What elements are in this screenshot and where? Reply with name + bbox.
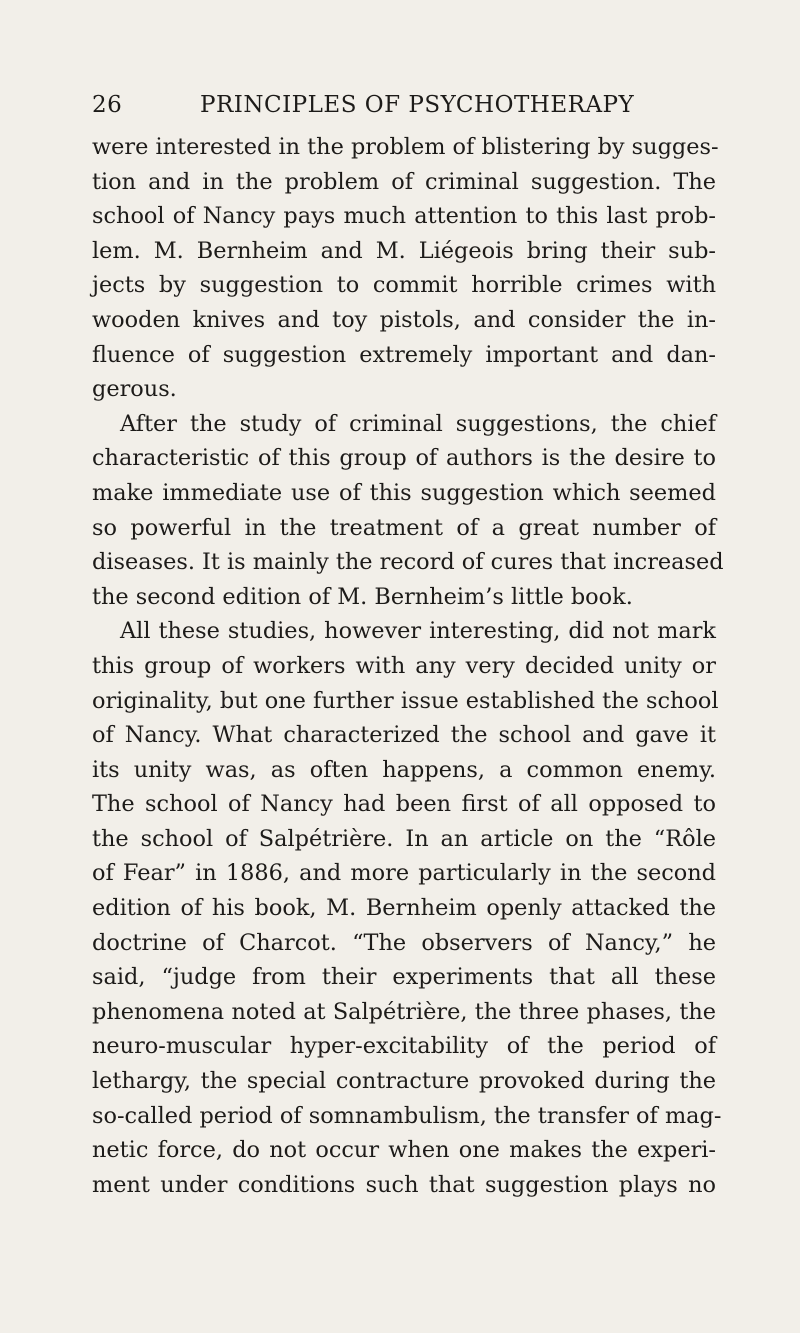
running-head xyxy=(92,92,712,126)
page-number: 26 xyxy=(92,92,123,118)
text-line: diseases. It is mainly the record of cures that increased xyxy=(92,549,724,576)
text-line: make immediate use of this suggestion which seemed xyxy=(92,479,716,506)
text-line: netic force, do not occur when one makes the experi- xyxy=(92,1137,716,1164)
text-line: so-called period of somnambulism, the transfer of mag- xyxy=(92,1102,722,1129)
text-line: the second edition of M. Bernheim’s little book. xyxy=(92,583,633,610)
body-text xyxy=(92,130,724,1202)
text-line: All these studies, however interesting, did not mark xyxy=(120,618,716,645)
text-line: lem. M. Bernheim and M. Liégeois bring their sub- xyxy=(92,237,716,264)
text-line: were interested in the problem of blistering by sugges- xyxy=(92,134,719,160)
text-line: tion and in the problem of criminal suggestion. The xyxy=(92,168,716,195)
text-line: characteristic of this group of authors is the desire to xyxy=(92,445,716,472)
text-line: edition of his book, M. Bernheim openly attacked the xyxy=(92,895,716,922)
text-line: said, “judge from their experiments that all these xyxy=(92,964,716,991)
text-line: fluence of suggestion extremely important and dan- xyxy=(92,341,716,368)
text-line: wooden knives and toy pistols, and consider the in- xyxy=(92,306,716,333)
text-line: gerous. xyxy=(92,376,177,403)
text-line: this group of workers with any very decided unity or xyxy=(92,652,716,679)
text-line: lethargy, the special contracture provoked during the xyxy=(92,1068,716,1095)
text-line: jects by suggestion to commit horrible crimes with xyxy=(92,272,716,299)
text-line: school of Nancy pays much attention to this last prob- xyxy=(92,203,716,230)
text-line: so powerful in the treatment of a great number of xyxy=(92,514,716,541)
text-line: phenomena noted at Salpétrière, the three phases, the xyxy=(92,998,716,1025)
text-line: its unity was, as often happens, a common enemy. xyxy=(92,756,716,783)
text-line: ment under conditions such that suggestion plays no xyxy=(92,1171,716,1198)
text-line: After the study of criminal suggestions, the chief xyxy=(120,410,716,437)
text-line: neuro-muscular hyper-excitability of the period of xyxy=(92,1033,716,1060)
running-title: PRINCIPLES OF PSYCHOTHERAPY xyxy=(200,92,635,118)
text-line: the school of Salpétrière. In an article on the “Rôle xyxy=(92,825,716,852)
text-line: of Nancy. What characterized the school and gave it xyxy=(92,722,716,749)
text-line: The school of Nancy had been first of all opposed to xyxy=(92,791,716,818)
text-line: doctrine of Charcot. “The observers of Nancy,” he xyxy=(92,929,716,956)
text-line: originality, but one further issue established the school xyxy=(92,687,719,714)
text-line: of Fear” in 1886, and more particularly in the second xyxy=(92,860,716,887)
